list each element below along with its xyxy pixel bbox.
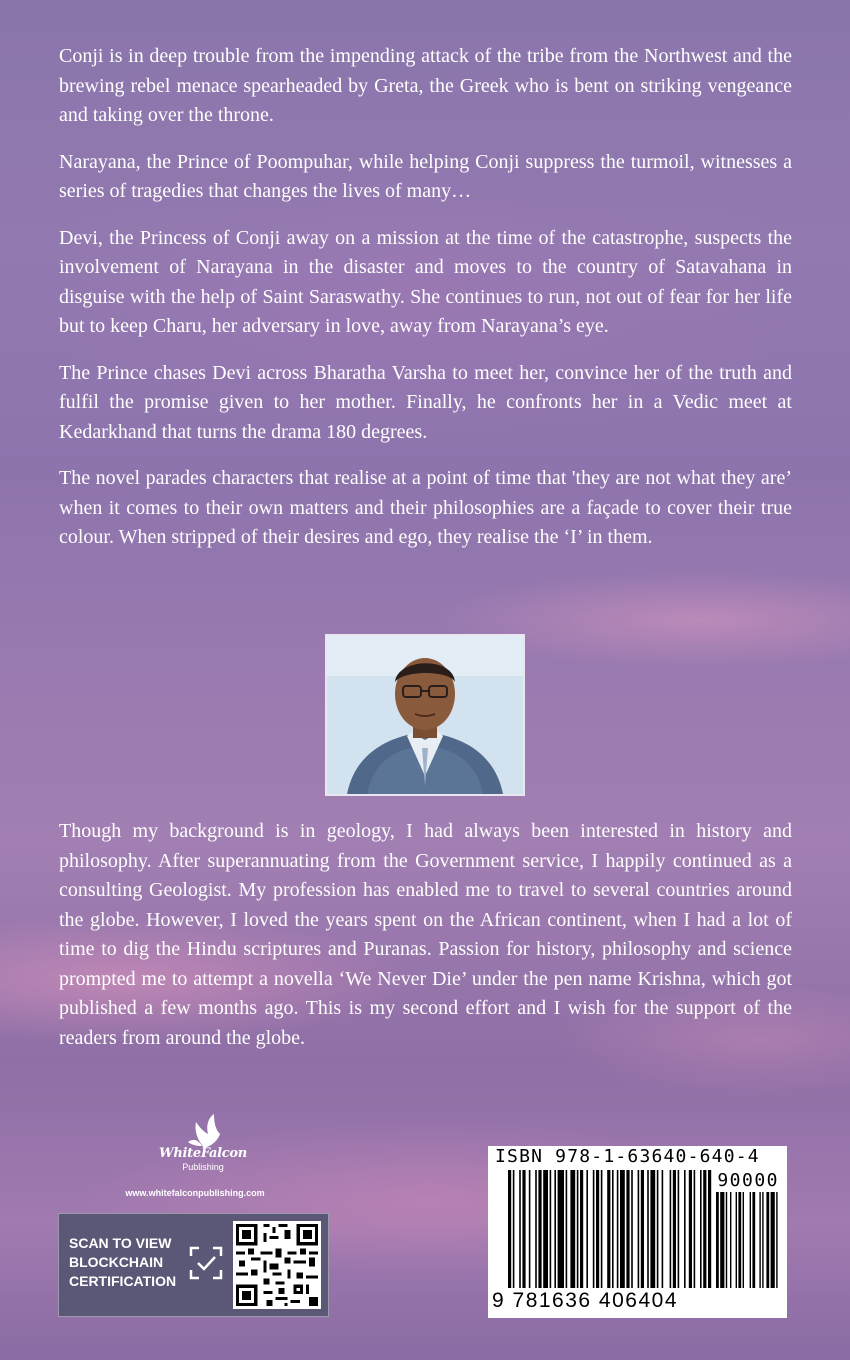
- author-bio-text: Though my background is in geology, I had always been interested in history and philosophy. After superannuating from the Government service, I happily continued as a consulting Geologist. My profession has enabled me to travel to several countries around the globe. However, I loved the years spent on the African continent, when I had a lot of time to dig the Hindu scriptures and Puranas. Passion for history, philosophy and science prompted me to attempt a novella ‘We Never Die’ under the pen name Krishna, which got published a few months ago. This is my second effort and I wish for the support of the readers from around the globe.: [59, 820, 792, 1049]
- qr-code-pattern: [233, 1221, 321, 1309]
- barcode-bar: [570, 1170, 575, 1288]
- barcode-addon-bar: [762, 1192, 763, 1288]
- barcode-bar: [708, 1170, 711, 1288]
- blurb-paragraph: Devi, the Princess of Conji away on a mission at the time of the catastrophe, suspects the involvement of Narayana in the disaster and moves to the country of Satavahana in disguise with the help of Saint Saraswathy. She continues to run, not out of fear for her life but to keep Charu, her adversary in love, away from Narayana’s eye.: [59, 226, 792, 337]
- author-portrait-illustration: [327, 636, 523, 794]
- barcode-bar: [601, 1170, 603, 1288]
- barcode-bar: [678, 1170, 680, 1288]
- barcode-addon-bar: [726, 1192, 727, 1288]
- barcode-bar: [513, 1170, 515, 1288]
- barcode-bar: [631, 1170, 633, 1288]
- barcode-bar: [593, 1170, 595, 1288]
- publisher-logo-name: WhiteFalcon: [159, 1146, 247, 1161]
- barcode-bar: [684, 1170, 686, 1288]
- barcode-addon-bar: [766, 1192, 769, 1288]
- barcode-bar: [538, 1170, 541, 1288]
- barcode-bar: [626, 1170, 629, 1288]
- barcode-bar: [657, 1170, 659, 1288]
- qr-code[interactable]: [233, 1221, 321, 1309]
- barcode-bar: [703, 1170, 706, 1288]
- barcode-bar: [673, 1170, 676, 1288]
- certification-line: BLOCKCHAIN: [69, 1254, 164, 1270]
- barcode-bar: [612, 1170, 614, 1288]
- barcode-bar: [508, 1170, 511, 1288]
- barcode-bar: [647, 1170, 649, 1288]
- barcode-bar: [641, 1170, 644, 1288]
- barcode-addon-bar: [771, 1192, 775, 1288]
- price-code: 90000: [717, 1170, 779, 1191]
- barcode-bar: [558, 1170, 564, 1288]
- barcode-bar: [650, 1170, 655, 1288]
- barcode-bar: [566, 1170, 568, 1288]
- blurb-paragraph: Conji is in deep trouble from the impending attack of the tribe from the Northwest and the brewing rebel menace spearheaded by Greta, the Greek who is bent on striking vengeance and taking over the throne.: [59, 45, 792, 126]
- barcode-addon-bar: [759, 1192, 760, 1288]
- barcode-bar: [577, 1170, 579, 1288]
- barcode-addon-bar: [752, 1192, 755, 1288]
- barcode-bar: [689, 1170, 692, 1288]
- barcode-bar: [535, 1170, 537, 1288]
- barcode-bar: [522, 1170, 525, 1288]
- barcode-addon-bar: [750, 1192, 751, 1288]
- barcode-bar: [617, 1170, 619, 1288]
- barcode-bar: [586, 1170, 588, 1288]
- barcode-bar: [596, 1170, 599, 1288]
- barcode-bar: [638, 1170, 640, 1288]
- barcode-bar: [554, 1170, 556, 1288]
- isbn-label: ISBN 978-1-63640-640-4: [495, 1146, 760, 1167]
- barcode-bar: [670, 1170, 672, 1288]
- publisher-logo-sub: Publishing: [182, 1162, 224, 1172]
- isbn-barcode: [488, 1146, 787, 1318]
- barcode-bar: [550, 1170, 552, 1288]
- ean-digits: 9 781636 406404: [492, 1289, 678, 1312]
- barcode-bar: [529, 1170, 531, 1288]
- publisher-website: www.whitefalconpublishing.com: [125, 1188, 265, 1198]
- blurb-paragraph: The Prince chases Devi across Bharatha Varsha to meet her, convince her of the truth and fulfil the promise given to her mother. Finally, he confronts her in a Vedic meet at Kedarkhand that turns the drama 180 degrees.: [59, 361, 792, 443]
- author-bio: [59, 817, 792, 1053]
- barcode-bar: [607, 1170, 610, 1288]
- barcode-addon-bar: [738, 1192, 741, 1288]
- back-cover-blurb: [59, 42, 792, 570]
- blockchain-certification-box: [58, 1213, 329, 1317]
- certification-line: CERTIFICATION: [69, 1273, 177, 1289]
- certification-line: SCAN TO VIEW: [69, 1235, 172, 1251]
- barcode-bar: [662, 1170, 664, 1288]
- scan-check-icon: [189, 1246, 223, 1280]
- barcode-addon-bar: [736, 1192, 737, 1288]
- barcode-bar: [620, 1170, 625, 1288]
- barcode-addon-bar: [720, 1192, 724, 1288]
- certification-label: [69, 1234, 189, 1291]
- barcode-bar: [694, 1170, 696, 1288]
- barcode-bar: [700, 1170, 702, 1288]
- barcode-bar: [519, 1170, 521, 1288]
- author-photo: [325, 634, 525, 796]
- blurb-paragraph: The novel parades characters that realise at a point of time that 'they are not what they are’ when it comes to their own matters and their philosophies are a façade to cover their true colour. When stripped of their desires and ego, they realise the ‘I’ in them.: [59, 467, 792, 548]
- barcode-bar: [543, 1170, 548, 1288]
- barcode-bar: [580, 1170, 583, 1288]
- barcode-addon-bar: [776, 1192, 777, 1288]
- barcode-addon-bar: [716, 1192, 719, 1288]
- barcode-addon-bar: [730, 1192, 731, 1288]
- publisher-logo: [158, 1112, 248, 1184]
- blurb-paragraph: Narayana, the Prince of Poompuhar, while helping Conji suppress the turmoil, witnesses a series of tragedies that changes the lives of many…: [59, 150, 792, 202]
- barcode-addon-bar: [743, 1192, 744, 1288]
